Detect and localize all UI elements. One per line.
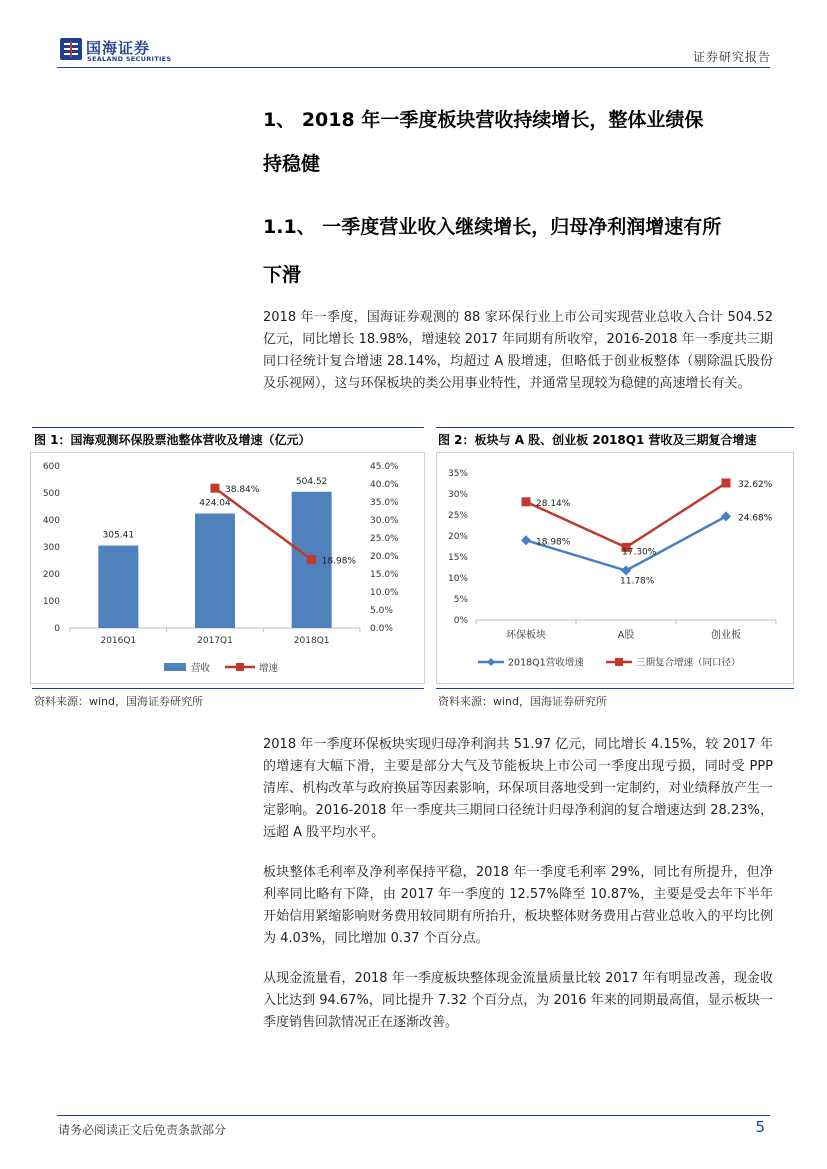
- legend-revenue-growth-label: 2018Q1营收增速: [508, 657, 584, 669]
- y-tick-label: 20%: [447, 532, 468, 542]
- y-right-tick-label: 20.0%: [370, 552, 399, 562]
- footer-disclaimer: 请务必阅读正文后免责条款部分: [58, 1123, 227, 1137]
- legend-cagr-marker: [615, 658, 623, 666]
- growth-point: [307, 555, 316, 564]
- y-left-tick-label: 400: [42, 516, 60, 526]
- legend-growth-label: 增速: [259, 663, 279, 674]
- y-right-tick-label: 25.0%: [370, 534, 399, 544]
- revenue-bar: [195, 514, 235, 628]
- growth-point: [211, 484, 220, 493]
- paragraph-1: 2018 年一季度，国海证券观测的 88 家环保行业上市公司实现营业总收入合计 504.52 亿元，同比增长 18.98%，增速较 2017 年同期有所收窄，2016-2018 年一季度共三期同口径统计复合增速 28.14%，均超过 A 股增速，但略低于创业板整体（剔除温氏股份及乐视网），这与环保板块的类公用事业特性，并通常呈现较为稳健的高速增长有关。: [263, 310, 773, 391]
- y-tick-label: 0%: [453, 616, 468, 626]
- paragraph-4: 从现金流量看，2018 年一季度板块整体现金流量质量比较 2017 年有明显改善，现金收入比达到 94.67%，同比提升 7.32 个百分点，为 2016 年来的同期最高值，显示板块一季度销售回款情况正在逐渐改善。: [263, 971, 773, 1030]
- y-right-tick-label: 10.0%: [370, 588, 399, 598]
- footer-divider: [57, 1115, 770, 1116]
- revenue-bar-label: 305.41: [102, 530, 135, 541]
- page-number: 5: [755, 1118, 765, 1136]
- y-tick-label: 35%: [447, 469, 468, 479]
- y-tick-label: 10%: [447, 574, 468, 584]
- paragraph-2: 2018 年一季度环保板块实现归母净利润共 51.97 亿元，同比增长 4.15%，较 2017 年的增速有大幅下滑，主要是部分大气及节能板块上市公司一季度出现亏损，同时受 PPP 清库、机构改革与政府换届等因素影响，环保项目落地受到一定制约，对业绩释放产生一定影响。2016-2018 年一季度共三期同口径统计归母净利润的复合增速达到 28.23%，远超 A 股平均水平。: [263, 737, 773, 840]
- growth-point-label: 38.84%: [225, 485, 260, 496]
- figure-1-chart: [30, 452, 425, 684]
- revenue-growth-label: 24.68%: [738, 513, 773, 524]
- legend-cagr-label: 三期复合增速（同口径）: [636, 657, 741, 669]
- y-tick-label: 25%: [447, 511, 468, 521]
- revenue-bar-label: 504.52: [295, 476, 328, 487]
- section-heading-1-1-line2: 下滑: [263, 264, 302, 286]
- figure-1-caption: 图 1：国海观测环保股票池整体营收及增速（亿元）: [34, 433, 311, 447]
- y-left-tick-label: 100: [42, 597, 60, 607]
- figure-2-caption: 图 2：板块与 A 股、创业板 2018Q1 营收及三期复合增速: [438, 433, 757, 447]
- brand-name-en: SEALAND SECURITIES: [87, 55, 172, 63]
- figure-1-top-rule: [32, 427, 424, 428]
- x-tick-label: A股: [617, 630, 635, 641]
- cagr-point: [722, 478, 731, 487]
- brand-logo-icon: [60, 38, 82, 60]
- x-tick-label: 2018Q1: [293, 636, 330, 646]
- x-tick-label: 环保板块: [506, 630, 546, 641]
- paragraph-3: 板块整体毛利率及净利率保持平稳，2018 年一季度毛利率 29%，同比有所提升，但净利率同比略有下降，由 2017 年一季度的 12.57%降至 10.87%，主要是受去年下半年开始信用紧缩影响财务费用较同期有所抬升，板块整体财务费用占营业总收入的平均比例为 4.03%，同比增加 0.37 个百分点。: [263, 865, 773, 946]
- y-tick-label: 5%: [453, 595, 468, 605]
- section-heading-1-1-line1: 1.1、 一季度营业收入继续增长，归母净利润增速有所: [263, 216, 722, 238]
- figure-2-source: 资料来源：wind，国海证券研究所: [438, 695, 608, 708]
- y-right-tick-label: 0.0%: [370, 624, 393, 634]
- figure-1-source: 资料来源：wind，国海证券研究所: [34, 695, 204, 708]
- y-left-tick-label: 200: [42, 570, 60, 580]
- legend-revenue-swatch: [164, 663, 186, 671]
- section-heading-1-line1: 1、 2018 年一季度板块营收持续增长，整体业绩保: [263, 109, 704, 131]
- y-right-tick-label: 30.0%: [370, 516, 399, 526]
- cagr-label: 32.62%: [738, 479, 773, 490]
- y-left-tick-label: 0: [54, 624, 60, 634]
- x-tick-label: 创业板: [711, 630, 741, 641]
- header-divider: [57, 67, 770, 68]
- cagr-label: 28.14%: [536, 498, 571, 509]
- cagr-point: [522, 497, 531, 506]
- section-heading-1-1: [263, 203, 773, 299]
- brand-name-cn: 国海证券: [86, 39, 151, 57]
- y-right-tick-label: 15.0%: [370, 570, 399, 580]
- y-left-tick-label: 300: [42, 543, 60, 553]
- revenue-bar: [98, 546, 138, 628]
- cagr-label: 17.30%: [622, 547, 657, 558]
- y-left-tick-label: 500: [42, 489, 60, 499]
- y-right-tick-label: 40.0%: [370, 480, 399, 490]
- legend-revenue-label: 营收: [191, 663, 211, 674]
- y-right-tick-label: 45.0%: [370, 462, 399, 472]
- revenue-growth-label: 11.78%: [620, 576, 655, 587]
- section-heading-1: [263, 98, 773, 186]
- growth-point-label: 18.98%: [321, 556, 356, 567]
- figure-2-top-rule: [436, 427, 794, 428]
- x-tick-label: 2016Q1: [100, 636, 137, 646]
- y-right-tick-label: 35.0%: [370, 498, 399, 508]
- figure-2-bottom-rule: [436, 688, 794, 689]
- section-heading-1-line2: 持稳健: [263, 153, 321, 175]
- x-tick-label: 2017Q1: [197, 636, 233, 646]
- figure-1-bottom-rule: [32, 688, 424, 689]
- revenue-bar-label: 424.04: [199, 498, 231, 509]
- legend-growth-marker: [236, 663, 244, 671]
- y-left-tick-label: 600: [42, 462, 60, 472]
- revenue-growth-label: 18.98%: [536, 537, 571, 548]
- y-tick-label: 15%: [447, 553, 468, 563]
- y-tick-label: 30%: [447, 490, 468, 500]
- figure-2-chart: [436, 452, 794, 684]
- report-type-label: 证券研究报告: [692, 50, 771, 64]
- y-right-tick-label: 5.0%: [370, 606, 393, 616]
